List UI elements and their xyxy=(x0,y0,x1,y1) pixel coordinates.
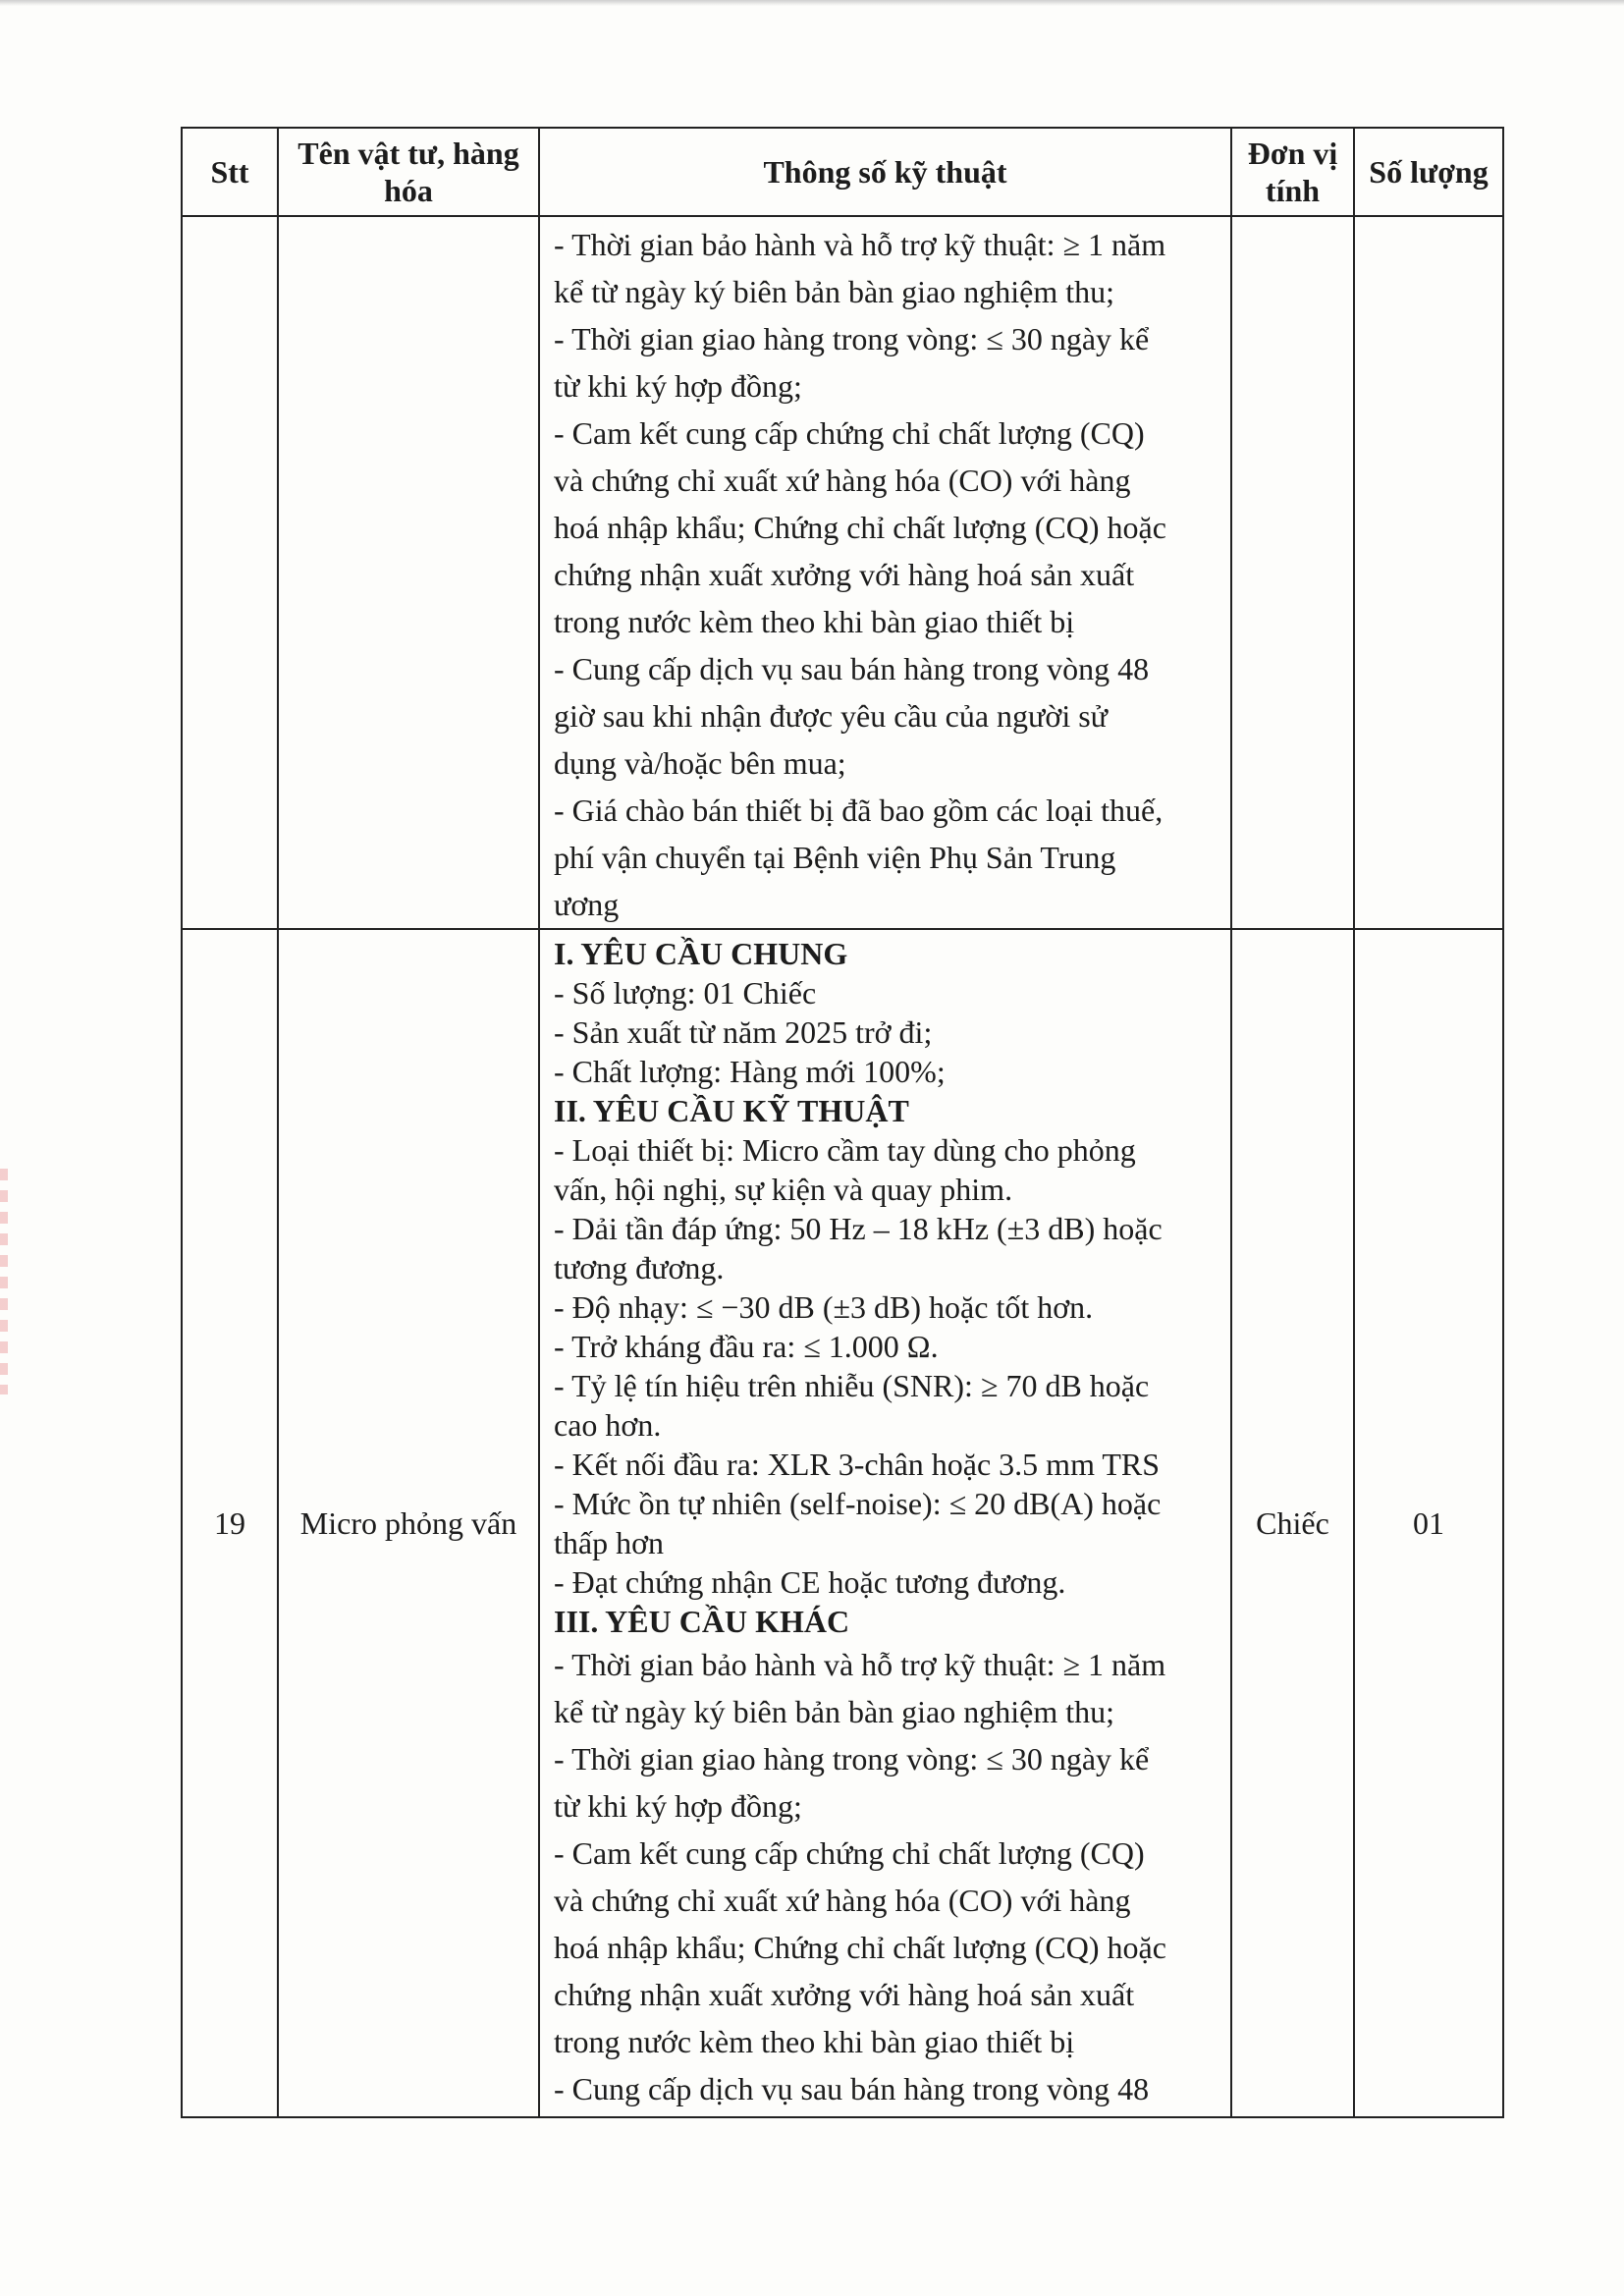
spec-line: tương đương. xyxy=(554,1250,725,1285)
spec-line: - Sản xuất từ năm 2025 trở đi; xyxy=(554,1014,933,1050)
spec-line: - Thời gian giao hàng trong vòng: ≤ 30 ngày kể xyxy=(554,1741,1150,1777)
cell-stt: 19 xyxy=(182,929,278,2117)
spec-line: ương xyxy=(554,887,620,922)
spec-line: - Trở kháng đầu ra: ≤ 1.000 Ω. xyxy=(554,1329,939,1364)
spec-line: và chứng chỉ xuất xứ hàng hóa (CO) với hàng xyxy=(554,463,1131,498)
spec-line: giờ sau khi nhận được yêu cầu của người sử xyxy=(554,698,1108,734)
section-title-general: I. YÊU CẦU CHUNG xyxy=(554,936,848,971)
spec-line: - Thời gian giao hàng trong vòng: ≤ 30 ngày kể xyxy=(554,321,1150,356)
cell-unit xyxy=(1231,216,1354,929)
section-title-technical: II. YÊU CẦU KỸ THUẬT xyxy=(554,1093,909,1128)
spec-line: hoá nhập khẩu; Chứng chỉ chất lượng (CQ) hoặc xyxy=(554,1930,1166,1965)
spec-line: - Cung cấp dịch vụ sau bán hàng trong vòng 48 xyxy=(554,2071,1150,2106)
spec-line: cao hơn. xyxy=(554,1407,662,1443)
section-lines-technical xyxy=(554,1130,1220,1602)
spec-line: chứng nhận xuất xưởng với hàng hoá sản xuất xyxy=(554,557,1135,592)
spec-line: trong nước kèm theo khi bàn giao thiết bị xyxy=(554,604,1075,639)
spec-line: trong nước kèm theo khi bàn giao thiết bị xyxy=(554,2024,1075,2059)
spec-line: - Dải tần đáp ứng: 50 Hz – 18 kHz (±3 dB) hoặc xyxy=(554,1211,1163,1246)
spec-line: chứng nhận xuất xưởng với hàng hoá sản xuất xyxy=(554,1977,1135,2012)
spec-line: - Chất lượng: Hàng mới 100%; xyxy=(554,1054,946,1089)
spec-line: - Kết nối đầu ra: XLR 3-chân hoặc 3.5 mm TRS xyxy=(554,1447,1161,1482)
spec-line: - Giá chào bán thiết bị đã bao gồm các loại thuế, xyxy=(554,793,1164,828)
section-lines-general xyxy=(554,973,1220,1091)
spec-line: - Tỷ lệ tín hiệu trên nhiễu (SNR): ≥ 70 dB hoặc xyxy=(554,1368,1150,1403)
cell-unit: Chiếc xyxy=(1231,929,1354,2117)
header-name: Tên vật tư, hàng hóa xyxy=(278,128,539,216)
spec-line: từ khi ký hợp đồng; xyxy=(554,1788,802,1824)
cell-name: Micro phỏng vấn xyxy=(278,929,539,2117)
spec-lines xyxy=(554,221,1220,928)
spec-line: kể từ ngày ký biên bản bàn giao nghiệm thu; xyxy=(554,274,1114,309)
cell-qty xyxy=(1354,216,1503,929)
table-row-continued xyxy=(182,216,1503,929)
margin-stamp-mark xyxy=(0,1169,8,1394)
spec-line: - Số lượng: 01 Chiếc xyxy=(554,975,817,1011)
cell-qty: 01 xyxy=(1354,929,1503,2117)
section-title-other: III. YÊU CẦU KHÁC xyxy=(554,1604,850,1639)
cell-spec xyxy=(539,929,1231,2117)
spec-line: - Đạt chứng nhận CE hoặc tương đương. xyxy=(554,1564,1066,1600)
section-lines-other xyxy=(554,1641,1220,2112)
spec-table xyxy=(181,127,1504,2118)
cell-name xyxy=(278,216,539,929)
cell-stt xyxy=(182,216,278,929)
spec-line: vấn, hội nghị, sự kiện và quay phim. xyxy=(554,1172,1013,1207)
spec-line: và chứng chỉ xuất xứ hàng hóa (CO) với hàng xyxy=(554,1883,1131,1918)
spec-line: thấp hơn xyxy=(554,1525,665,1560)
spec-line: - Cam kết cung cấp chứng chỉ chất lượng (CQ) xyxy=(554,415,1145,451)
scan-top-edge xyxy=(0,0,1624,6)
spec-line: hoá nhập khẩu; Chứng chỉ chất lượng (CQ) hoặc xyxy=(554,510,1166,545)
spec-line: - Mức ồn tự nhiên (self-noise): ≤ 20 dB(A) hoặc xyxy=(554,1486,1162,1521)
spec-line: - Thời gian bảo hành và hỗ trợ kỹ thuật: ≥ 1 năm xyxy=(554,227,1166,262)
spec-line: - Cam kết cung cấp chứng chỉ chất lượng (CQ) xyxy=(554,1835,1145,1871)
header-row xyxy=(182,128,1503,216)
table-row-19 xyxy=(182,929,1503,2117)
spec-line: - Thời gian bảo hành và hỗ trợ kỹ thuật: ≥ 1 năm xyxy=(554,1647,1166,1682)
spec-line: - Loại thiết bị: Micro cầm tay dùng cho phỏng xyxy=(554,1132,1136,1168)
spec-line: phí vận chuyển tại Bệnh viện Phụ Sản Trung xyxy=(554,840,1116,875)
spec-line: - Cung cấp dịch vụ sau bán hàng trong vòng 48 xyxy=(554,651,1150,686)
header-stt: Stt xyxy=(182,128,278,216)
header-unit: Đơn vị tính xyxy=(1231,128,1354,216)
spec-line: - Độ nhạy: ≤ −30 dB (±3 dB) hoặc tốt hơn. xyxy=(554,1289,1094,1325)
spec-line: dụng và/hoặc bên mua; xyxy=(554,745,846,781)
header-spec: Thông số kỹ thuật xyxy=(539,128,1231,216)
spec-line: kể từ ngày ký biên bản bàn giao nghiệm thu; xyxy=(554,1694,1114,1729)
header-qty: Số lượng xyxy=(1354,128,1503,216)
spec-line: từ khi ký hợp đồng; xyxy=(554,368,802,404)
cell-spec xyxy=(539,216,1231,929)
